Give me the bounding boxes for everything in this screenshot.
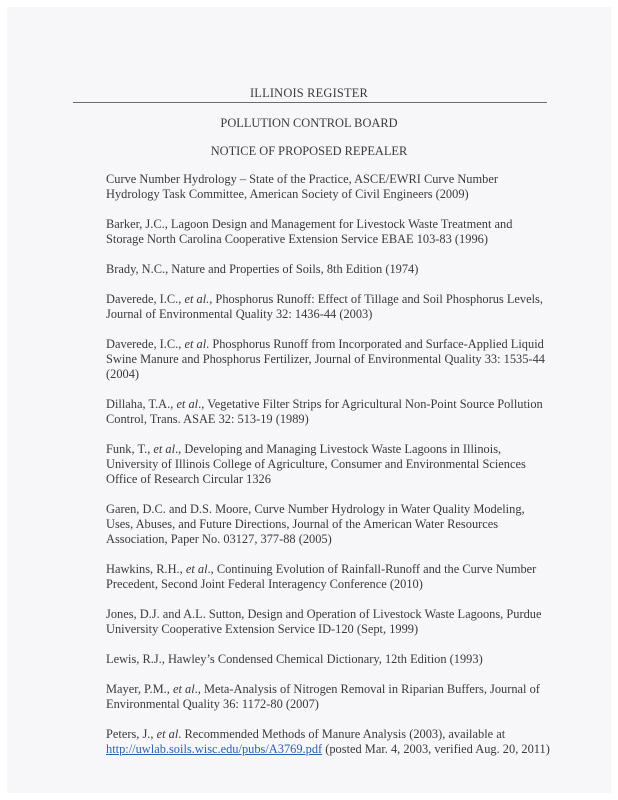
reference-line: Association, Paper No. 03127, 377-88 (2005) (106, 532, 332, 546)
reference-line: Office of Research Circular 1326 (106, 472, 271, 486)
et-al: et al (184, 337, 207, 351)
reference-line (106, 442, 556, 457)
reference-line: Swine Manure and Phosphorus Fertilizer, Journal of Environmental Quality 33: 1535-44 (106, 352, 545, 366)
et-al: et al. (184, 292, 210, 306)
reference-item (106, 502, 556, 547)
reference-author: Peters, J., (106, 727, 157, 741)
reference-list (106, 172, 556, 772)
reference-author: Daverede, I.C., (106, 292, 185, 306)
register-title: ILLINOIS REGISTER (249, 86, 368, 100)
reference-text: . Recommended Methods of Manure Analysis (2003), available at (178, 727, 506, 741)
reference-line: Precedent, Second Joint Federal Interagency Conference (2010) (106, 577, 423, 591)
et-al: et al (172, 682, 195, 696)
reference-item (106, 727, 556, 757)
reference-line: Storage North Carolina Cooperative Extension Service EBAE 103-83 (1996) (106, 232, 488, 246)
reference-author: Hawkins, R.H., (106, 562, 186, 576)
reference-line: Barker, J.C., Lagoon Design and Management for Livestock Waste Treatment and (106, 217, 513, 231)
reference-item (106, 262, 556, 277)
reference-line (106, 727, 556, 742)
reference-text: ., Continuing Evolution of Rainfall-Runoff and the Curve Number (207, 562, 537, 576)
notice-heading: NOTICE OF PROPOSED REPEALER (210, 144, 408, 158)
reference-item (106, 217, 556, 247)
reference-line (106, 397, 556, 412)
reference-line: Curve Number Hydrology – State of the Practice, ASCE/EWRI Curve Number (106, 172, 498, 186)
et-al: et al (185, 562, 208, 576)
reference-item (106, 172, 556, 202)
reference-item (106, 442, 556, 487)
reference-line: Control, Trans. ASAE 32: 513-19 (1989) (106, 412, 309, 426)
reference-text: ., Developing and Managing Livestock Waste Lagoons in Illinois, (175, 442, 502, 456)
reference-text: ., Meta-Analysis of Nitrogen Removal in Riparian Buffers, Journal of (194, 682, 540, 696)
reference-item (106, 607, 556, 637)
reference-line: University Cooperative Extension Service ID-120 (Sept, 1999) (106, 622, 419, 636)
reference-line: Journal of Environmental Quality 32: 1436-44 (2003) (106, 307, 373, 321)
reference-author: Daverede, I.C., (106, 337, 185, 351)
reference-author: Dillaha, T.A., (106, 397, 177, 411)
reference-line: Environmental Quality 36: 1172-80 (2007) (106, 697, 319, 711)
reference-text: , Phosphorus Runoff: Effect of Tillage and Soil Phosphorus Levels, (209, 292, 543, 306)
reference-item (106, 337, 556, 382)
reference-text: . Phosphorus Runoff from Incorporated and Surface-Applied Liquid (206, 337, 544, 351)
reference-item (106, 682, 556, 712)
reference-item (106, 562, 556, 592)
reference-line: Uses, Abuses, and Future Directions, Journal of the American Water Resources (106, 517, 499, 531)
et-al: et al (153, 442, 176, 456)
et-al: et al (176, 397, 199, 411)
reference-author: Mayer, P.M., (106, 682, 173, 696)
reference-text: ., Vegetative Filter Strips for Agricultural Non-Point Source Pollution (198, 397, 543, 411)
header-divider (73, 102, 547, 103)
reference-line (106, 292, 556, 307)
document-page (7, 7, 611, 793)
reference-text: (posted Mar. 4, 2003, verified Aug. 20, 2011) (322, 742, 550, 756)
manure-analysis-link[interactable]: http://uwlab.soils.wisc.edu/pubs/A3769.pdf (106, 742, 323, 756)
reference-line: Jones, D.J. and A.L. Sutton, Design and Operation of Livestock Waste Lagoons, Purdue (106, 607, 542, 621)
reference-line: Lewis, R.J., Hawley’s Condensed Chemical Dictionary, 12th Edition (1993) (106, 652, 483, 666)
reference-line (106, 742, 556, 757)
reference-line: (2004) (106, 367, 140, 381)
reference-line: Hydrology Task Committee, American Society of Civil Engineers (2009) (106, 187, 469, 201)
board-heading: POLLUTION CONTROL BOARD (220, 116, 398, 130)
reference-line (106, 562, 556, 577)
reference-author: Funk, T., (106, 442, 154, 456)
reference-line: Brady, N.C., Nature and Properties of Soils, 8th Edition (1974) (106, 262, 419, 276)
reference-line (106, 337, 556, 352)
reference-line: University of Illinois College of Agriculture, Consumer and Environmental Sciences (106, 457, 526, 471)
et-al: et al (156, 727, 179, 741)
reference-line (106, 682, 556, 697)
reference-item (106, 292, 556, 322)
reference-item (106, 652, 556, 667)
reference-item (106, 397, 556, 427)
reference-line: Garen, D.C. and D.S. Moore, Curve Number Hydrology in Water Quality Modeling, (106, 502, 525, 516)
